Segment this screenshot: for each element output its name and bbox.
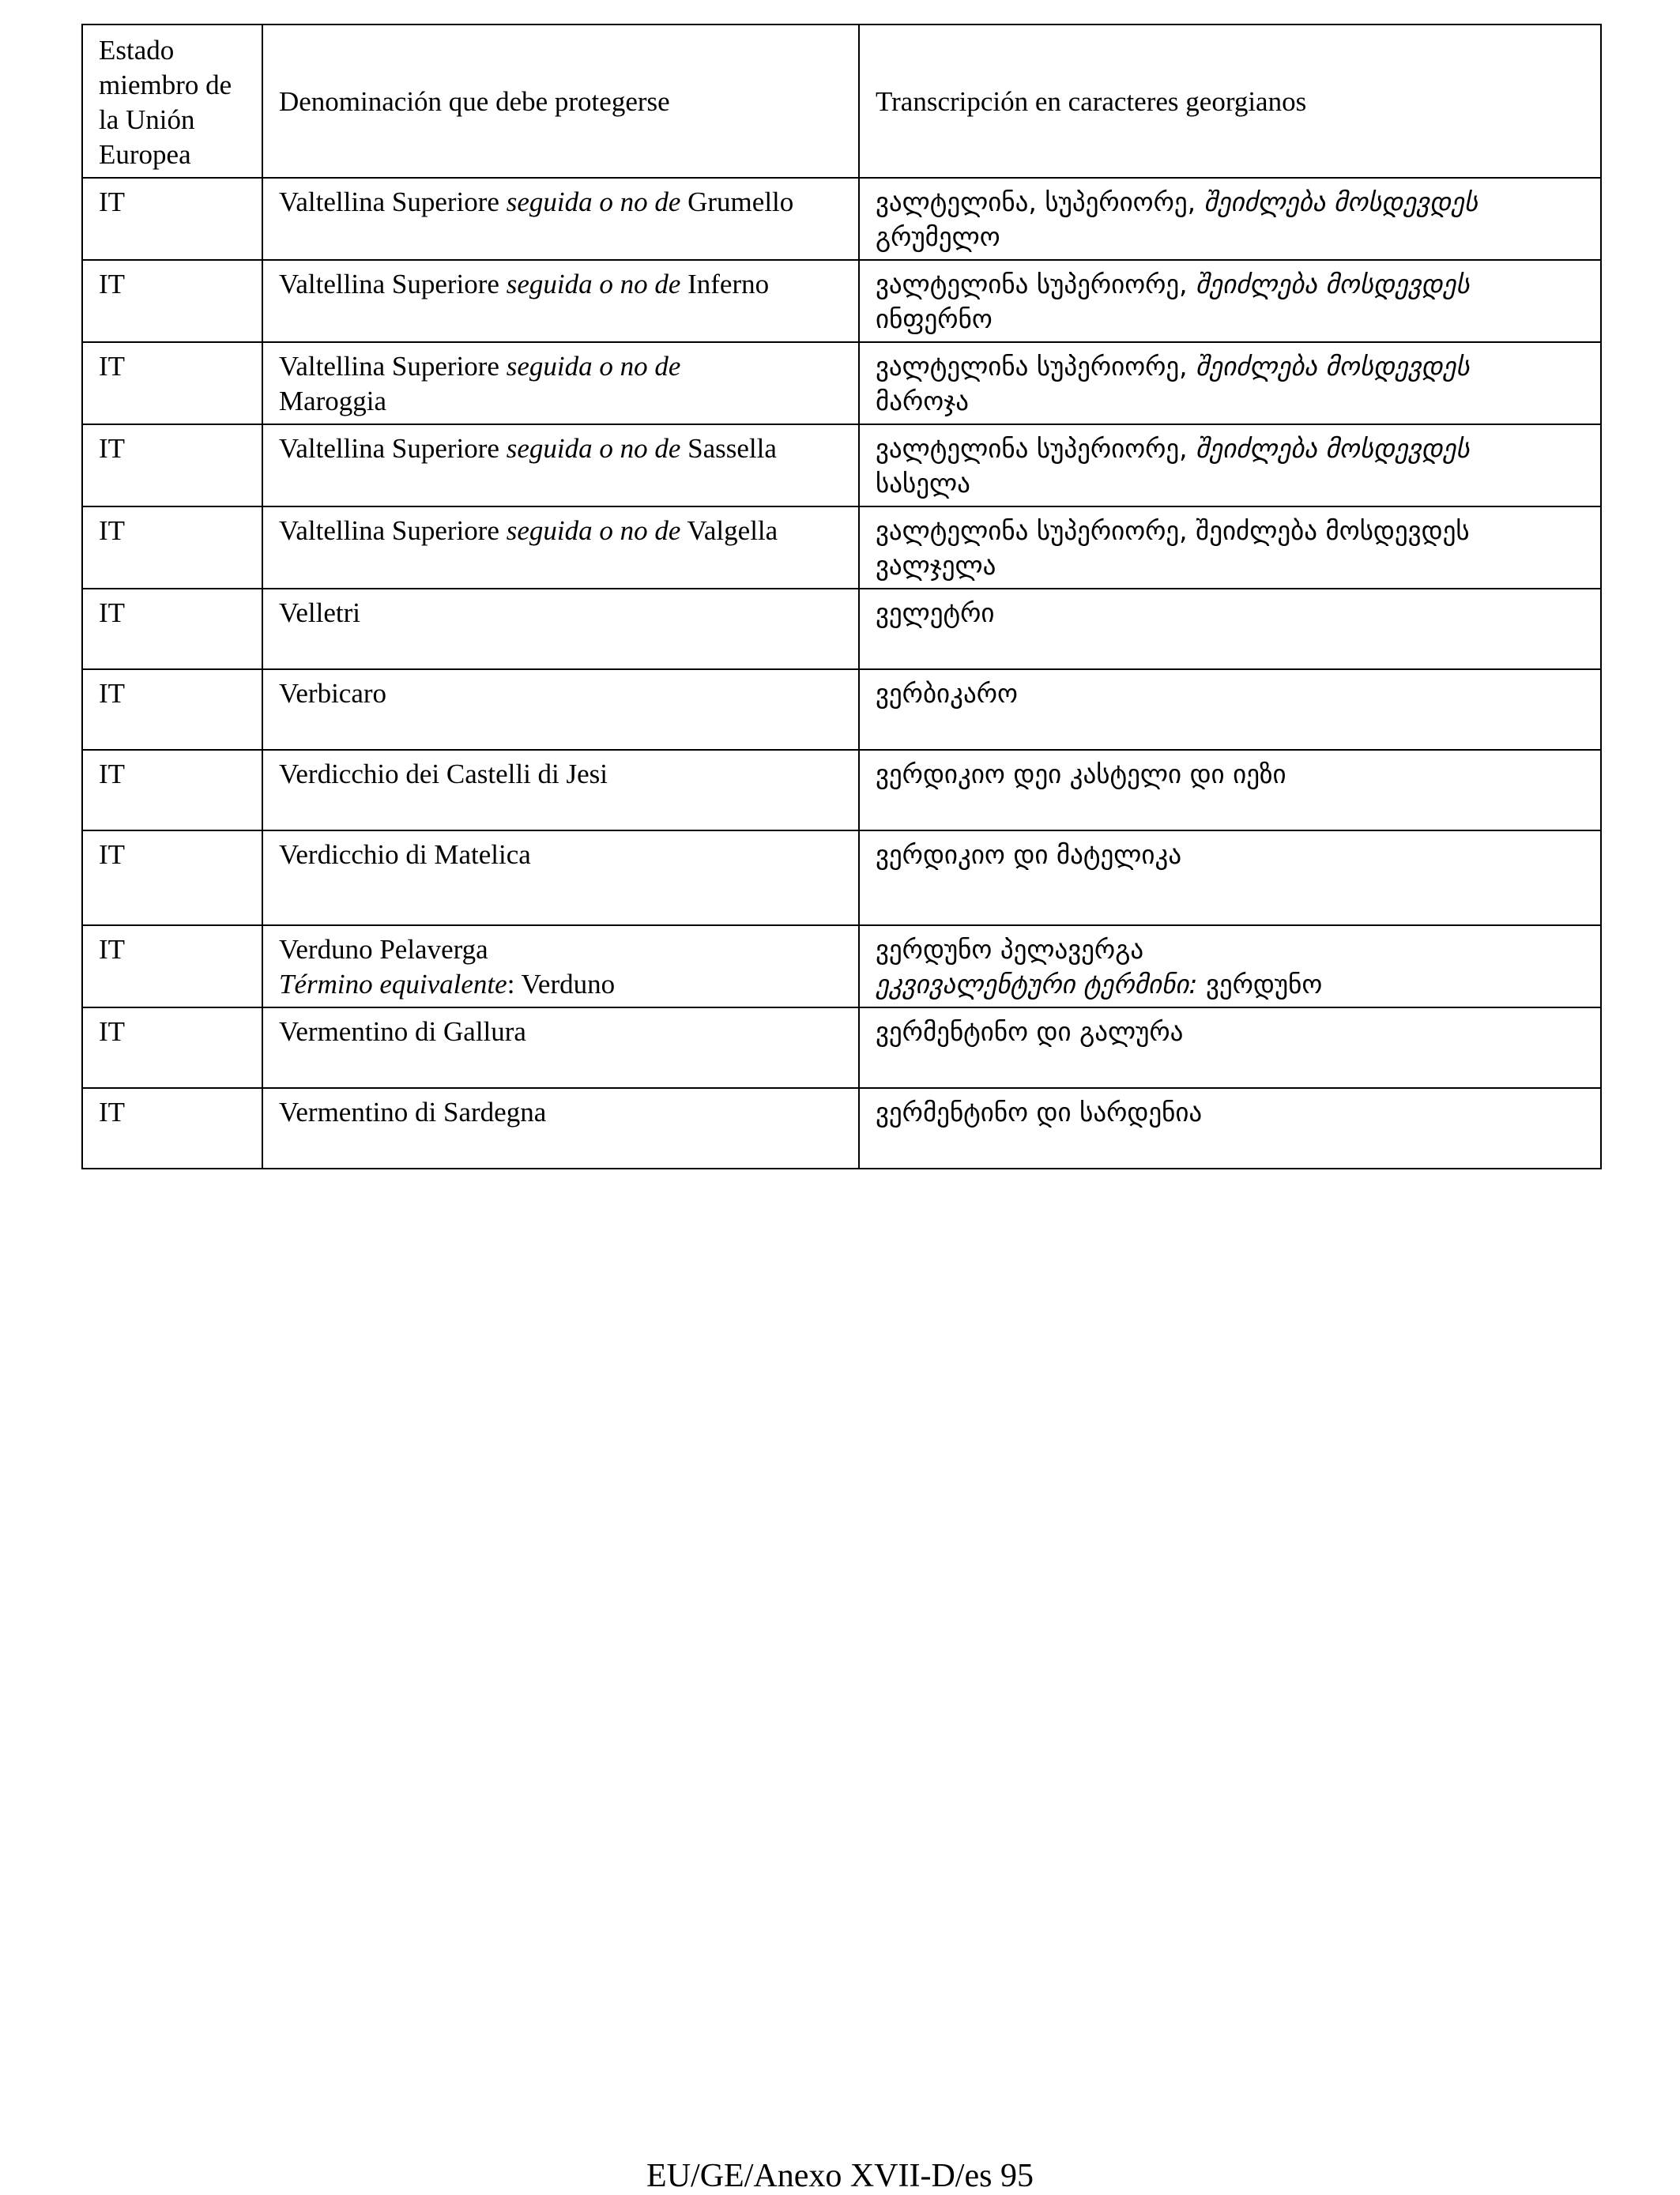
row-state: IT <box>82 1088 262 1169</box>
row-transcription: ვერმენტინო დი გალურა <box>859 1007 1601 1088</box>
row-transcription: ვალტელინა სუპერიორე, შეიძლება მოსდევდეს ვალჯელა <box>859 506 1601 589</box>
row-name: Verduno Pelaverga Término equivalente: Verduno <box>262 925 859 1007</box>
row-transcription: ვერდიკიო დეი კასტელი დი იეზი <box>859 750 1601 830</box>
row-state: IT <box>82 424 262 506</box>
row-name: Vermentino di Gallura <box>262 1007 859 1088</box>
header-state: Estado miembro de la Unión Europea <box>82 24 262 178</box>
header-name: Denominación que debe protegerse <box>262 24 859 178</box>
row-name: Valtellina Superiore seguida o no de Valgella <box>262 506 859 589</box>
row-transcription: ველეტრი <box>859 589 1601 669</box>
row-name: Valtellina Superiore seguida o no de Maroggia <box>262 342 859 424</box>
row-state: IT <box>82 260 262 342</box>
row-state: IT <box>82 342 262 424</box>
table-row <box>82 669 1601 750</box>
table-row <box>82 750 1601 830</box>
row-state: IT <box>82 589 262 669</box>
row-transcription: ვერბიკარო <box>859 669 1601 750</box>
table-row <box>82 342 1601 424</box>
row-transcription: ვერდიკიო დი მატელიკა <box>859 830 1601 925</box>
table-row <box>82 178 1601 260</box>
row-state: IT <box>82 1007 262 1088</box>
row-state: IT <box>82 925 262 1007</box>
row-name: Vermentino di Sardegna <box>262 1088 859 1169</box>
header-transcription: Transcripción en caracteres georgianos <box>859 24 1601 178</box>
row-transcription: ვალტელინა სუპერიორე, შეიძლება მოსდევდეს ინფერნო <box>859 260 1601 342</box>
row-transcription: ვერმენტინო დი სარდენია <box>859 1088 1601 1169</box>
row-state: IT <box>82 178 262 260</box>
row-transcription: ვალტელინა სუპერიორე, შეიძლება მოსდევდეს სასელა <box>859 424 1601 506</box>
row-state: IT <box>82 830 262 925</box>
row-transcription: ვალტელინა, სუპერიორე, შეიძლება მოსდევდეს გრუმელო <box>859 178 1601 260</box>
row-transcription: ვალტელინა სუპერიორე, შეიძლება მოსდევდეს მაროჯა <box>859 342 1601 424</box>
table-row <box>82 260 1601 342</box>
page-footer: EU/GE/Anexo XVII-D/es 95 <box>646 2158 1034 2194</box>
table-row <box>82 506 1601 589</box>
row-name: Valtellina Superiore seguida o no de Inferno <box>262 260 859 342</box>
row-name: Valtellina Superiore seguida o no de Grumello <box>262 178 859 260</box>
row-transcription: ვერდუნო პელავერგა ეკვივალენტური ტერმინი: ვერდუნო <box>859 925 1601 1007</box>
table-row <box>82 925 1601 1007</box>
row-name: Verbicaro <box>262 669 859 750</box>
row-state: IT <box>82 669 262 750</box>
row-state: IT <box>82 506 262 589</box>
table-row <box>82 830 1601 925</box>
row-name: Verdicchio dei Castelli di Jesi <box>262 750 859 830</box>
row-name: Valtellina Superiore seguida o no de Sassella <box>262 424 859 506</box>
row-state: IT <box>82 750 262 830</box>
table-row <box>82 589 1601 669</box>
denominations-table <box>81 24 1602 1169</box>
row-name: Velletri <box>262 589 859 669</box>
row-name: Verdicchio di Matelica <box>262 830 859 925</box>
table-header-row <box>82 24 1601 178</box>
table-row <box>82 1088 1601 1169</box>
table-row <box>82 424 1601 506</box>
table-row <box>82 1007 1601 1088</box>
